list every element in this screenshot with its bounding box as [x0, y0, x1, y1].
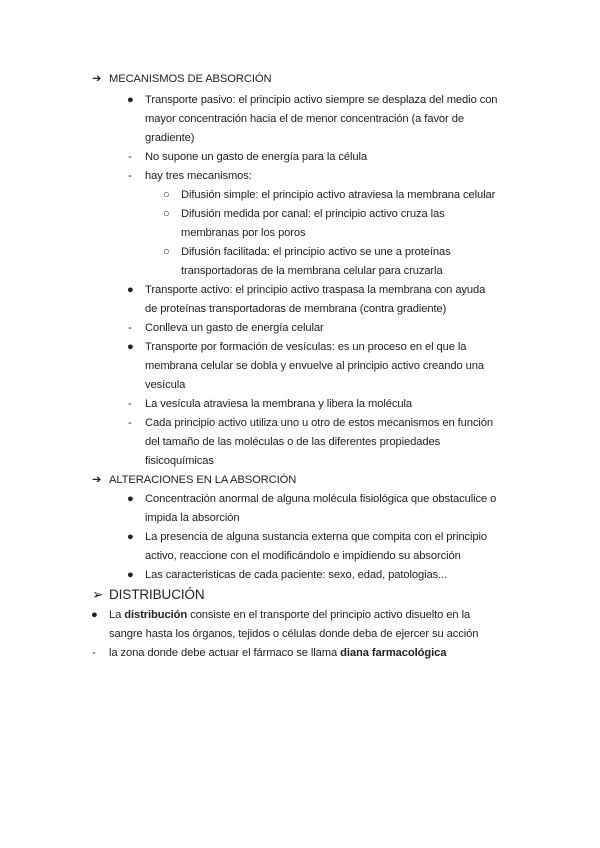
circle-bullet-icon: ○ [163, 189, 170, 201]
list-item: Difusión medida por canal: el principio activo cruza las [181, 208, 445, 220]
dash-icon: - [128, 322, 132, 334]
circle-bullet-icon: ○ [163, 208, 170, 220]
list-item: Transporte pasivo: el principio activo siempre se desplaza del medio con [145, 94, 498, 106]
list-item: membrana celular se dobla y envuelve al principio activo creando una [145, 360, 484, 372]
bullet-icon: ● [127, 341, 134, 353]
circle-bullet-icon: ○ [163, 246, 170, 258]
bullet-icon: ● [127, 493, 134, 505]
arrow-icon: ➔ [92, 474, 102, 486]
list-item: Las caracteristicas de cada paciente: sexo, edad, patologias... [145, 569, 448, 581]
list-item: del tamaño de las moléculas o de las diferentes propiedades [145, 436, 441, 448]
list-item: gradiente) [145, 132, 195, 144]
list-item: Difusión facilitada: el principio activo se une a proteínas [181, 246, 451, 258]
text-prefix: La [109, 609, 125, 621]
list-item: mayor concentración hacia el de menor concentración (a favor de [145, 113, 464, 125]
bullet-icon: ● [127, 531, 134, 543]
list-item: Transporte por formación de vesículas: es un proceso en el que la [145, 341, 467, 353]
list-item: impida la absorción [145, 512, 240, 524]
list-item: sangre hasta los órganos, tejidos o células donde deba de ejercer su acción [109, 628, 479, 640]
list-item: La presencia de alguna sustancia externa que compita con el principio [145, 531, 487, 543]
section-heading-distribucion: DISTRIBUCIÓN [109, 587, 205, 602]
bullet-icon: ● [91, 609, 98, 621]
list-item: vesícula [145, 379, 186, 391]
list-item: de proteínas transportadoras de membrana (contra gradiente) [145, 303, 447, 315]
dash-icon: - [128, 398, 132, 410]
arrow-icon: ➔ [92, 73, 102, 85]
list-item: La vesícula atraviesa la membrana y libera la molécula [145, 398, 412, 410]
list-item: Conlleva un gasto de energía celular [145, 322, 324, 334]
list-item: activo, reaccione con el modificándolo e impidiendo su absorción [145, 550, 461, 562]
arrowhead-icon: ➢ [92, 587, 104, 602]
text-prefix: la zona donde debe actuar el fármaco se llama [109, 647, 341, 659]
bold-term: diana farmacológica [340, 647, 447, 659]
text-rest: consiste en el transporte del principio activo disuelto en la [187, 609, 471, 621]
list-item: Cada principio activo utiliza uno u otro de estos mecanismos en función [145, 417, 493, 429]
list-item: Transporte activo: el principio activo traspasa la membrana con ayuda [145, 284, 486, 296]
dash-icon: - [128, 170, 132, 182]
section-heading-mecanismos: MECANISMOS DE ABSORCIÓN [109, 73, 272, 85]
list-item: Difusión simple: el principio activo atraviesa la membrana celular [181, 189, 496, 201]
dash-icon: - [128, 151, 132, 163]
bullet-icon: ● [127, 94, 134, 106]
bullet-icon: ● [127, 569, 134, 581]
list-item: fisicoquímicas [145, 455, 214, 467]
section-heading-alteraciones: ALTERACIONES EN LA ABSORCIÓN [109, 474, 297, 486]
list-item: Concentración anormal de alguna molécula fisiológica que obstaculice o [145, 493, 497, 505]
dash-icon: - [92, 647, 96, 659]
list-item [109, 644, 446, 663]
bold-term: distribución [124, 609, 188, 621]
list-item: membranas por los poros [181, 227, 306, 239]
list-item: hay tres mecanismos: [145, 170, 252, 182]
list-item: transportadoras de la membrana celular para cruzarla [181, 265, 443, 277]
bullet-icon: ● [127, 284, 134, 296]
list-item [109, 606, 470, 625]
dash-icon: - [128, 417, 132, 429]
list-item: No supone un gasto de energía para la célula [145, 151, 367, 163]
